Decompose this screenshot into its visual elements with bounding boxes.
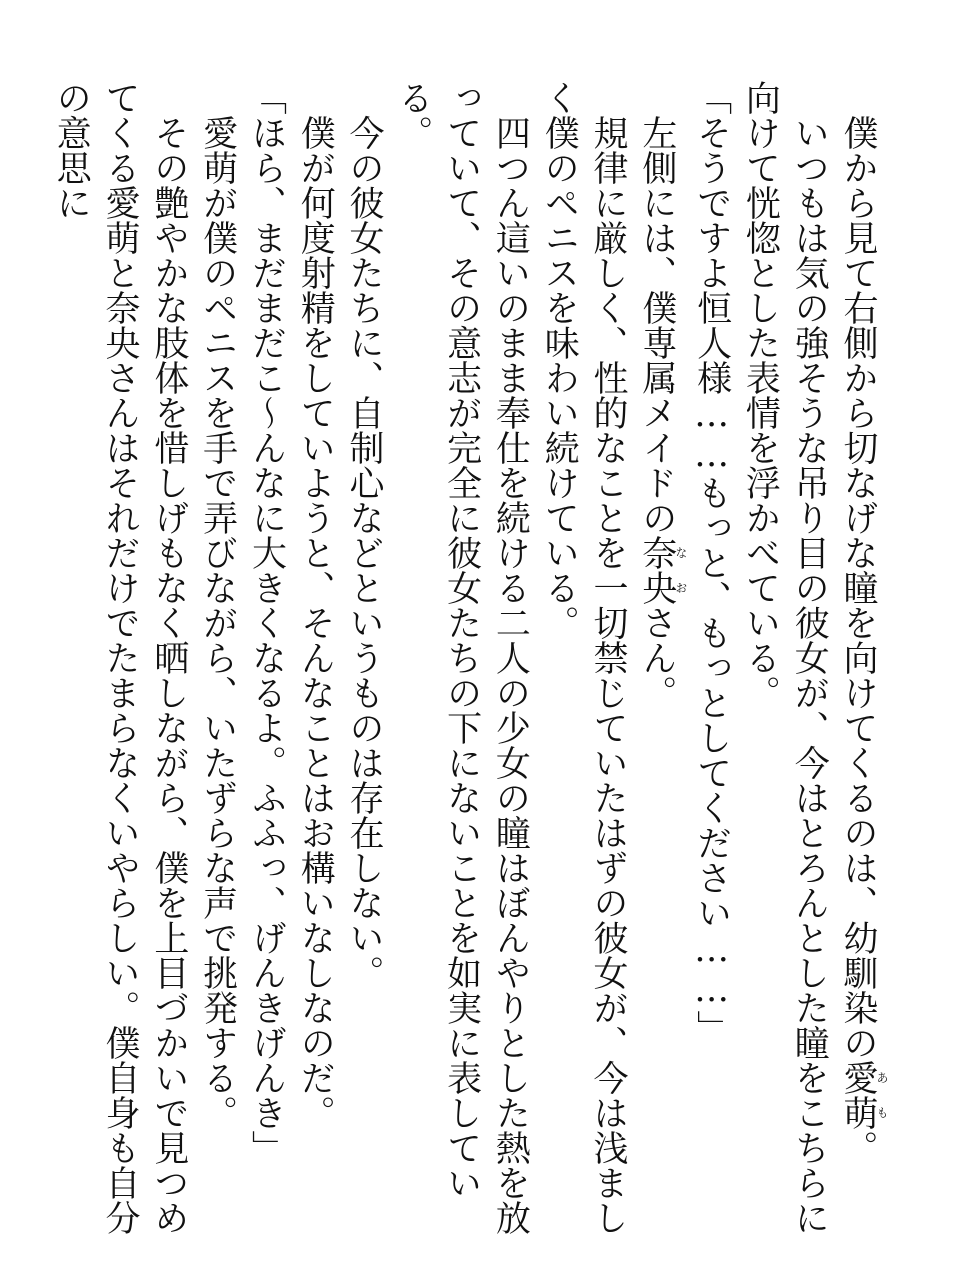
paragraph [339, 80, 388, 1240]
ruby-base: 奈央 [636, 535, 677, 605]
paragraph [46, 80, 192, 1240]
paragraph [242, 80, 291, 1240]
paragraph [833, 80, 888, 1240]
text-run: その艶やかな肢体を惜しげもなく晒しながら、僕を上目づかいで見つめてくる愛萌と奈央さんはそれだけでたまらなくいやらしい。僕自身も自分の意思に [51, 80, 189, 1235]
text-run: 左側には、僕専属メイドの [636, 115, 677, 535]
ruby-reading: あも [875, 1060, 889, 1130]
text-run: 今の彼女たちに、自制心などというものは存在しない。 [344, 115, 385, 990]
paragraph [687, 80, 736, 1240]
paragraph [632, 80, 687, 1240]
text-run: 。 [838, 1130, 878, 1165]
text-run: 四つん這いのまま奉仕を続ける二人の少女の瞳はぼんやりとした熱を放っていて、その意志が完全に彼女たちの下にないことを如実に表している。 [392, 80, 531, 1235]
ruby-term [636, 535, 688, 605]
text-run: 僕から見て右側から切なげな瞳を向けてくるのは、幼馴染の [838, 115, 878, 1060]
ruby-reading: なお [673, 535, 688, 605]
text-run: 「ほら、まだまだこ～んなに大きくなるよ。ふふっ、げんきげんき」 [246, 80, 287, 1165]
text-run: 規律に厳しく、性的なことを一切禁じていたはずの彼女が、今は浅ましく僕のペニスを味わい続けている。 [539, 80, 629, 1235]
paragraph [736, 80, 834, 1240]
text-run: 愛萌が僕のペニスを手で弄びながら、いたずらな声で挑発する。 [197, 115, 238, 1130]
paragraph [290, 80, 339, 1240]
text-run: 僕が何度射精をしていようと、そんなことはお構いなしなのだ。 [295, 115, 336, 1130]
paragraph [534, 80, 632, 1240]
ruby-term [838, 1060, 889, 1130]
text-run: いつもは気の強そうな吊り目の彼女が、今はとろんとした瞳をこちらに向けて恍惚とした表情を浮かべている。 [740, 80, 830, 1235]
vertical-text-body [46, 80, 888, 1240]
paragraph [388, 80, 534, 1240]
text-run: 「そうですよ恒人様……もっと、もっとしてください……」 [691, 80, 732, 1045]
paragraph [193, 80, 242, 1240]
ruby-base: 愛萌 [838, 1060, 878, 1130]
text-run: さん。 [636, 605, 677, 710]
